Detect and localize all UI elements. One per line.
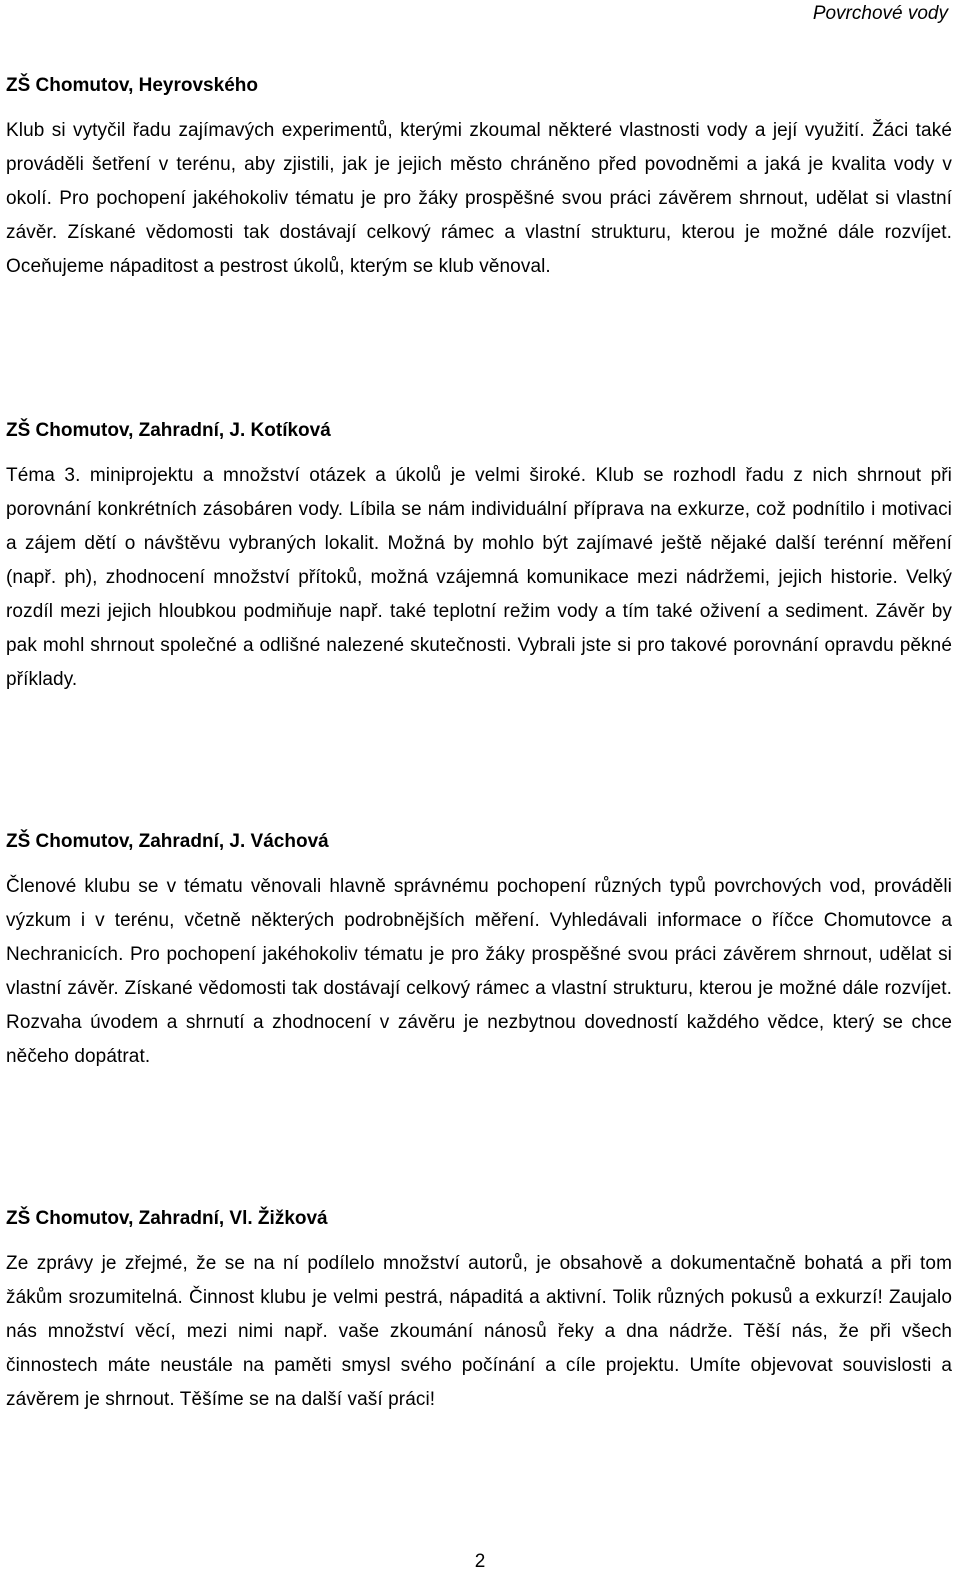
- review-section-heyrovskeho: [6, 74, 952, 284]
- section-title: ZŠ Chomutov, Zahradní, J. Váchová: [6, 831, 329, 852]
- review-section-zizkova: [6, 1207, 952, 1417]
- section-body: Ze zprávy je zřejmé, že se na ní podílelo množství autorů, je obsahově a dokumentačně bohatá a při tom žákům srozumitelná. Činnost klubu je velmi pestrá, nápaditá a aktivní. Tolik různých pokusů a exkurzí! Zaujalo nás množství věcí, mezi nimi např. vaše zkoumání nánosů řeky a dna nádrže. Těší nás, že při všech činnostech máte neustále na paměti smysl svého počínání a cíle projektu. Umíte objevovat souvislosti a závěrem je shrnout. Těšíme se na další vaší práci!: [6, 1253, 952, 1410]
- section-title: ZŠ Chomutov, Zahradní, Vl. Žižková: [6, 1208, 328, 1229]
- section-body: Téma 3. miniprojektu a množství otázek a úkolů je velmi široké. Klub se rozhodl řadu z nich shrnout při porovnání konkrétních zásobáren vody. Líbila se nám individuální příprava na exkurze, což podnítilo i motivaci a zájem dětí o návštěvu vybraných lokalit. Možná by mohlo být zajímavé ještě nějaké další terénní měření (např. ph), zhodnocení množství přítoků, možná vzájemná komunikace mezi nádržemi, jejich historie. Velký rozdíl mezi jejich hloubkou podmiňuje např. také teplotní režim vody a tím také oživení a sediment. Závěr by pak mohl shrnout společné a odlišné nalezené skutečnosti. Vybrali jste si pro takové porovnání opravdu pěkné příklady.: [6, 465, 952, 690]
- review-section-kotikova: [6, 419, 952, 697]
- running-header: Povrchové vody: [812, 3, 948, 24]
- section-body: Členové klubu se v tématu věnovali hlavně správnému pochopení různých typů povrchových vod, prováděli výzkum i v terénu, včetně některých podrobnějších měření. Vyhledávali informace o říčce Chomutovce a Nechranicích. Pro pochopení jakéhokoliv tématu je pro žáky prospěšné svou práci závěrem shrnout, udělat si vlastní závěr. Získané vědomosti tak dostávají celkový rámec a vlastní strukturu, kterou je možné dále rozvíjet. Rozvaha úvodem a shrnutí a zhodnocení v závěru je nezbytnou dovedností každého vědce, který se chce něčeho dopátrat.: [6, 876, 952, 1067]
- section-title: ZŠ Chomutov, Heyrovského: [6, 75, 258, 96]
- section-title: ZŠ Chomutov, Zahradní, J. Kotíková: [6, 420, 331, 441]
- review-section-vachova: [6, 830, 952, 1074]
- section-body: Klub si vytyčil řadu zajímavých experimentů, kterými zkoumal některé vlastnosti vody a její využití. Žáci také prováděli šetření v terénu, aby zjistili, jak je jejich město chráněno před povodněmi a jaká je kvalita vody v okolí. Pro pochopení jakéhokoliv tématu je pro žáky prospěšné svou práci závěrem shrnout, udělat si vlastní závěr. Získané vědomosti tak dostávají celkový rámec a vlastní strukturu, kterou je možné dále rozvíjet. Oceňujeme nápaditost a pestrost úkolů, kterým se klub věnoval.: [6, 120, 952, 277]
- page-number: 2: [474, 1551, 486, 1572]
